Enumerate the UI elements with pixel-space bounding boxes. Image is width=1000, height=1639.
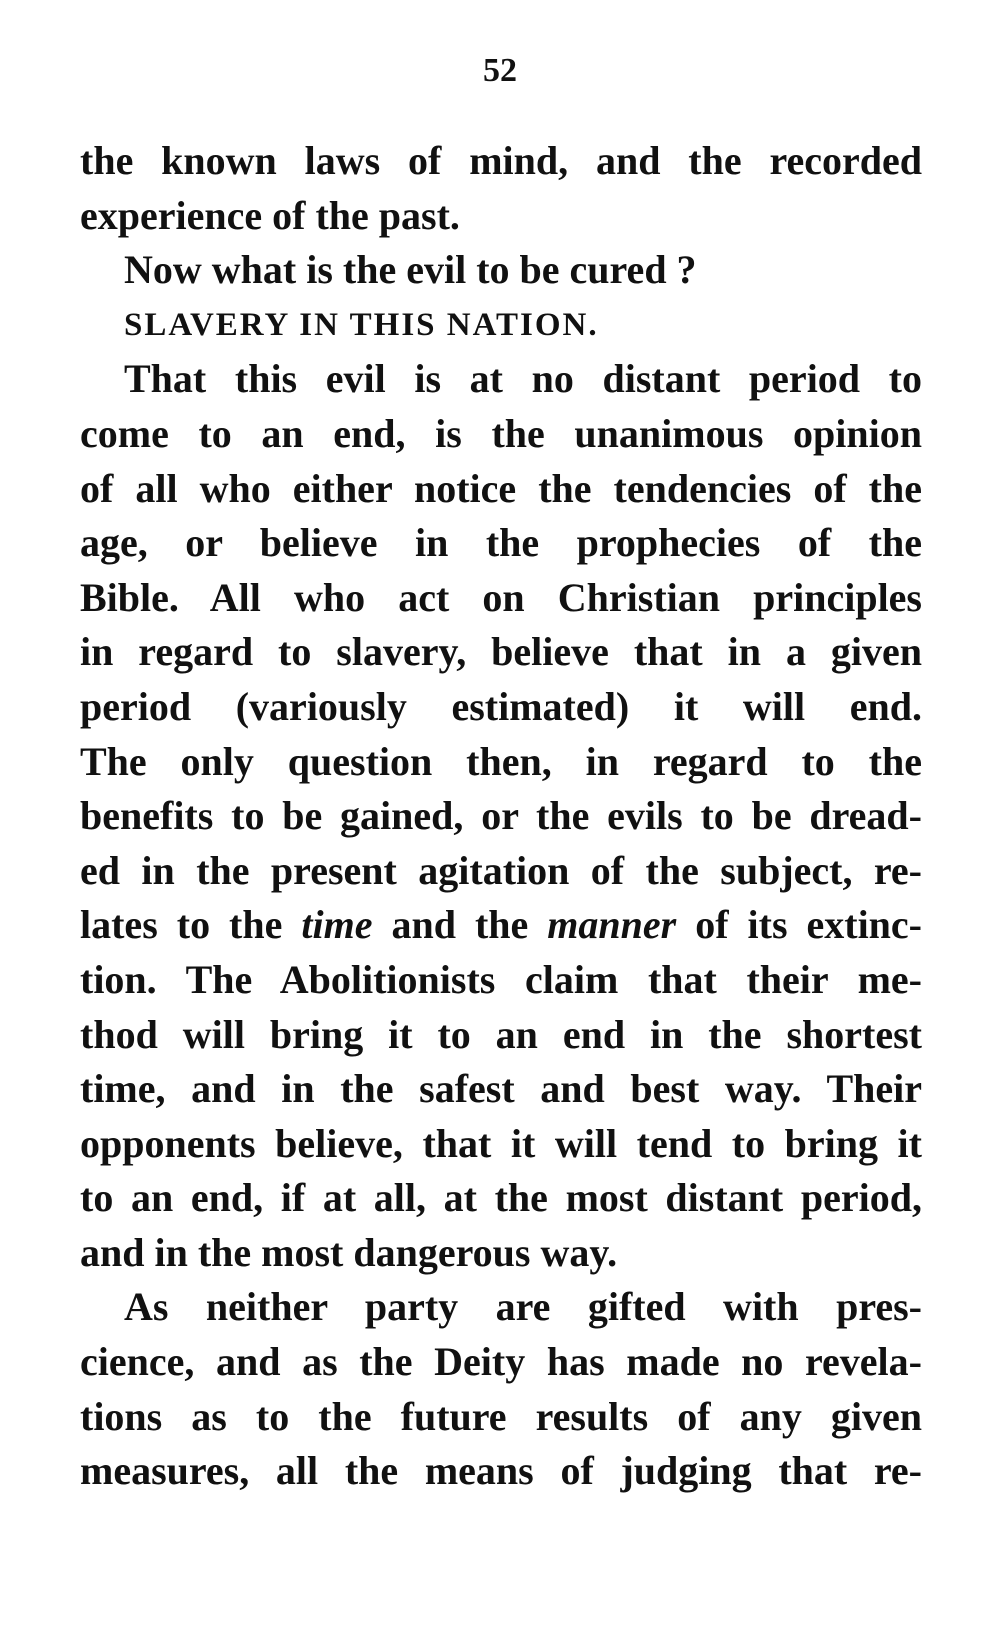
text-line: of all who either notice the tendencies of the — [80, 465, 922, 511]
text-line: measures, all the means of judging that re- — [80, 1448, 922, 1494]
text-line: That this evil is at no distant period to — [124, 356, 922, 402]
text-line: in regard to slavery, believe that in a given — [80, 629, 922, 675]
text-fragment: lates to the — [80, 902, 302, 948]
text-line: period (variously estimated) it will end. — [80, 683, 922, 729]
text-fragment: and the — [372, 902, 548, 948]
text-line: ed in the present agitation of the subject, re- — [80, 847, 922, 893]
text-line: the known laws of mind, and the recorded — [80, 138, 922, 183]
text-line: As neither party are gifted with pres- — [124, 1284, 922, 1330]
text-line: cience, and as the Deity has made no revela- — [80, 1339, 922, 1385]
italic-word: manner — [547, 902, 677, 948]
text-line: age, or believe in the prophecies of the — [80, 520, 922, 566]
text-line: come to an end, is the unanimous opinion — [80, 410, 922, 456]
text-line: benefits to be gained, or the evils to be dread- — [80, 793, 922, 839]
text-line: Now what is the evil to be cured ? — [124, 247, 697, 293]
text-line: and in the most dangerous way. — [80, 1229, 618, 1275]
text-line: thod will bring it to an end in the shortest — [80, 1011, 922, 1057]
text-line: experience of the past. — [80, 192, 460, 238]
text-fragment: of its extinc- — [676, 902, 923, 948]
page-number: 52 — [483, 52, 517, 89]
text-line: to an end, if at all, at the most distant period, — [80, 1175, 922, 1221]
page-body — [80, 134, 922, 1499]
text-line: tion. The Abolitionists claim that their me- — [80, 956, 922, 1002]
italic-word: time — [301, 902, 373, 948]
section-heading: SLAVERY IN THIS NATION. — [124, 306, 599, 343]
text-line: opponents believe, that it will tend to bring it — [80, 1120, 922, 1166]
text-line-with-italics — [80, 898, 922, 953]
text-line: time, and in the safest and best way. Their — [80, 1066, 922, 1112]
text-line: Bible. All who act on Christian principles — [80, 574, 922, 620]
text-line: tions as to the future results of any given — [80, 1393, 922, 1439]
text-line: The only question then, in regard to the — [80, 738, 922, 784]
